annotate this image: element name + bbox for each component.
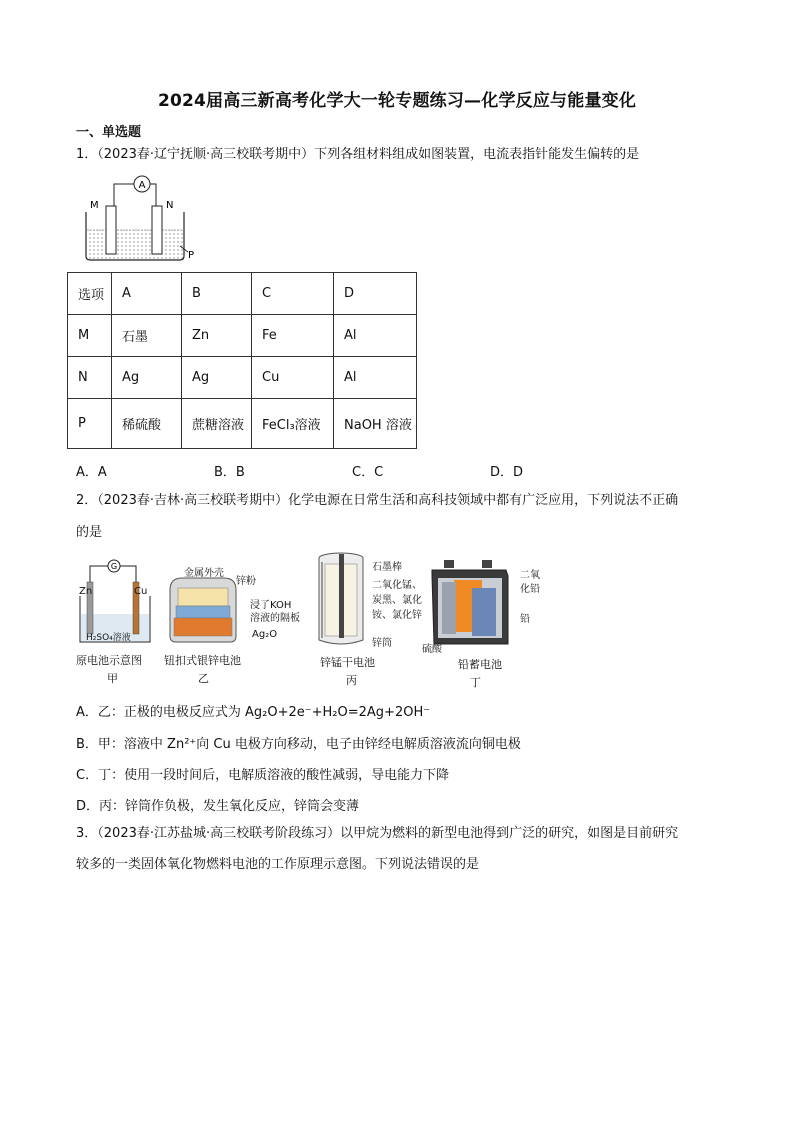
- label-mix-2: 炭黑、氯化: [372, 595, 422, 606]
- electrolyte: [87, 230, 183, 259]
- table-cell: B: [182, 273, 252, 315]
- tag-yi: 乙: [198, 672, 209, 685]
- table-cell: C: [252, 273, 334, 315]
- table-row: [68, 399, 417, 449]
- q1-choice-a[interactable]: A．A: [76, 465, 107, 480]
- figure-yi-button-cell: [162, 572, 244, 648]
- q2-option-c[interactable]: C．丁：使用一段时间后，电解质溶液的酸性减弱，导电能力下降: [76, 768, 450, 783]
- table-cell: Ag: [182, 357, 252, 399]
- table-cell: Zn: [182, 315, 252, 357]
- q1-options-table: [67, 272, 417, 449]
- ag2o-layer: [174, 618, 232, 636]
- table-cell: D: [334, 273, 417, 315]
- label-p: P: [188, 250, 195, 261]
- question-3-text-line1: 3．（2023春·江苏盐城·高三校联考阶段练习）以甲烷为燃料的新型电池得到广泛的研究，如图是目前研究: [76, 826, 679, 841]
- ammeter-label: A: [138, 180, 146, 191]
- caption-jia: 原电池示意图: [76, 654, 142, 667]
- table-cell: 稀硫酸: [112, 399, 182, 449]
- label-pbo2-1: 二氧: [520, 570, 540, 581]
- svg-text:G: G: [110, 562, 118, 571]
- label-cu: Cu: [134, 586, 148, 597]
- table-cell: NaOH 溶液: [334, 399, 417, 449]
- caption-bing: 锌锰干电池: [320, 656, 375, 669]
- zinc-powder: [178, 588, 228, 606]
- tag-ding: 丁: [470, 676, 481, 689]
- label-mix-3: 铵、氯化锌: [372, 610, 422, 621]
- label-pbo2-2: 化铅: [520, 584, 540, 595]
- label-metal-shell: 金属外壳: [184, 568, 224, 579]
- figure-ding-lead-acid: [426, 558, 512, 652]
- tag-bing: 丙: [346, 674, 357, 687]
- table-cell: FeCl₃溶液: [252, 399, 334, 449]
- label-n: N: [166, 200, 174, 211]
- table-cell: Ag: [112, 357, 182, 399]
- table-cell: M: [68, 315, 112, 357]
- tag-jia: 甲: [107, 672, 118, 685]
- table-cell: N: [68, 357, 112, 399]
- page-title: 2024届高三新高考化学大一轮专题练习—化学反应与能量变化: [157, 91, 637, 111]
- question-1-text: 1．（2023春·辽宁抚顺·高三校联考期中）下列各组材料组成如图装置，电流表指针能发生偏转的是: [76, 147, 640, 162]
- table-cell: 蔗糖溶液: [182, 399, 252, 449]
- label-zn: Zn: [79, 586, 93, 597]
- q2-option-d[interactable]: D．丙：锌筒作负极，发生氧化反应，锌筒会变薄: [76, 799, 360, 814]
- table-cell: Al: [334, 315, 417, 357]
- q2-option-b[interactable]: B．甲：溶液中 Zn²⁺向 Cu 电极方向移动，电子由锌经电解质溶液流向铜电极: [76, 737, 521, 752]
- table-row: [68, 315, 417, 357]
- question-2-text-line2: 的是: [76, 525, 103, 540]
- label-graphite-rod: 石墨棒: [372, 562, 402, 573]
- table-cell: 选项: [68, 273, 112, 315]
- table-cell: P: [68, 399, 112, 449]
- q2-option-a[interactable]: A．乙：正极的电极反应式为 Ag₂O+2e⁻+H₂O=2Ag+2OH⁻: [76, 705, 431, 720]
- table-cell: 石墨: [112, 315, 182, 357]
- label-h2so4: H₂SO₄溶液: [86, 633, 131, 643]
- table-cell: Fe: [252, 315, 334, 357]
- question-2-text-line1: 2．（2023春·吉林·高三校联考期中）化学电源在日常生活和高科技领域中都有广泛应用，下列说法不正确: [76, 493, 679, 508]
- table-cell: A: [112, 273, 182, 315]
- table-cell: Cu: [252, 357, 334, 399]
- caption-ding: 铅蓄电池: [458, 658, 502, 671]
- figure-bing-dry-cell: [314, 552, 368, 650]
- question-3-text-line2: 较多的一类固体氧化物燃料电池的工作原理示意图。下列说法错误的是: [76, 857, 480, 872]
- section-heading: 一、单选题: [76, 125, 142, 140]
- table-row: [68, 357, 417, 399]
- q1-choice-b[interactable]: B．B: [214, 465, 245, 480]
- q1-circuit-diagram: [76, 172, 196, 264]
- label-zinc-can: 锌筒: [372, 638, 392, 649]
- label-ag2o: Ag₂O: [252, 629, 278, 640]
- table-row: [68, 273, 417, 315]
- label-koh-2: 溶液的隔板: [250, 613, 300, 624]
- q1-choice-d[interactable]: D．D: [490, 465, 524, 480]
- label-pb: 铅: [520, 614, 530, 625]
- pb-plate: [472, 588, 496, 636]
- caption-yi: 钮扣式银锌电池: [164, 654, 241, 667]
- label-mix-1: 二氧化锰、: [372, 580, 422, 591]
- electrode-m: [106, 206, 116, 254]
- separator: [176, 606, 230, 618]
- label-koh-1: 浸了KOH: [250, 600, 292, 611]
- label-zinc-powder: 锌粉: [236, 576, 256, 587]
- graphite-rod: [339, 554, 344, 638]
- label-m: M: [90, 200, 99, 211]
- table-cell: Al: [334, 357, 417, 399]
- label-sulfuric-acid: 硫酸: [422, 644, 442, 655]
- electrode-n: [152, 206, 162, 254]
- q1-choice-c[interactable]: C．C: [352, 465, 384, 480]
